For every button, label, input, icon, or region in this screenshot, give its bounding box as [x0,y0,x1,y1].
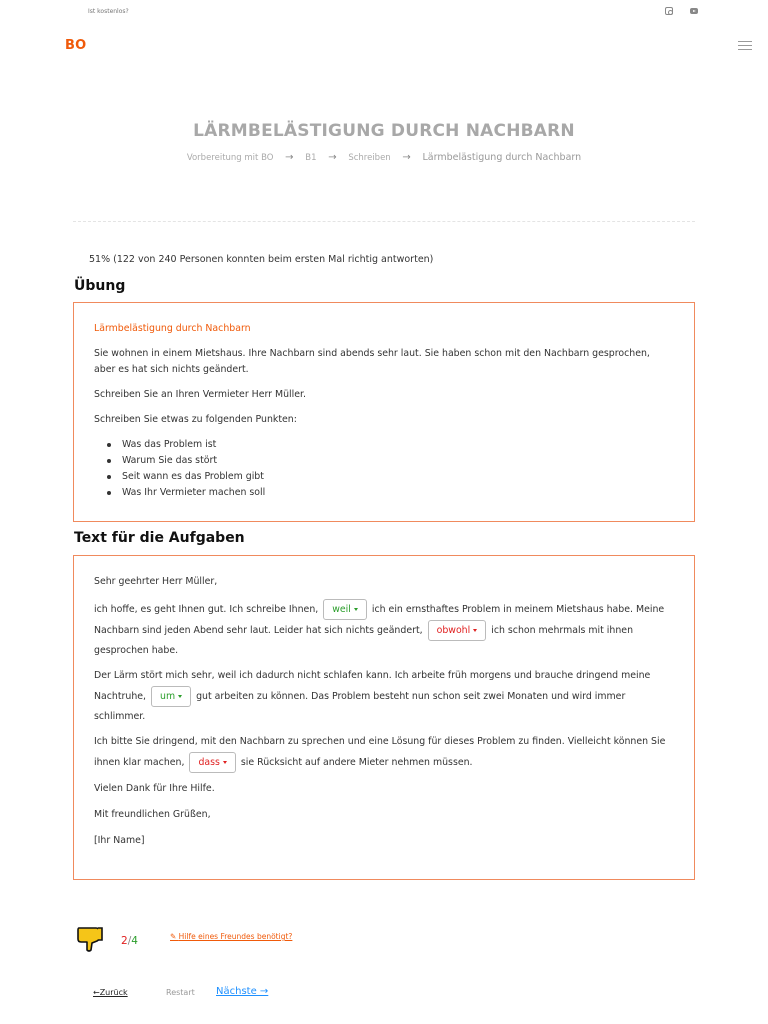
restart-button[interactable]: Restart [166,988,195,997]
help-link-label: Hilfe eines Freundes benötigt? [178,932,293,941]
page-title: LÄRMBELÄSTIGUNG DURCH NACHBARN [193,121,575,141]
task-points-list [94,437,674,501]
task-title: Lärmbelästigung durch Nachbarn [94,323,251,334]
breadcrumb-item-b1[interactable]: B1 [305,153,317,163]
is-free-link[interactable]: Ist kostenlos? [88,8,129,15]
letter-paragraph-1 [94,599,674,661]
gap-value: um [160,691,176,702]
caret-down-icon [473,629,477,632]
letter-text: sie Rücksicht auf andere Mieter nehmen müssen. [240,757,473,768]
breadcrumb [0,152,768,163]
text-heading: Text für die Aufgaben [74,530,245,546]
letter-text: Ich bitte Sie dringend, mit den Nachbarn zu sprechen und eine Lösung für dieses Problem zu finden. Vielleicht können Sie ihnen klar machen, [94,736,666,768]
gap-value: obwohl [436,625,471,636]
caret-down-icon [178,695,182,698]
gap-value: dass [198,757,220,768]
letter-signature: [Ihr Name] [94,835,145,846]
letter-closing: Mit freundlichen Grüßen, [94,809,211,820]
logo[interactable]: BO [65,38,87,53]
score-wrong: 2 [121,935,128,947]
top-bar [0,0,768,24]
answer-stats: 51% (122 von 240 Personen konnten beim ersten Mal richtig antworten) [89,254,434,265]
caret-down-icon [354,608,358,611]
next-button[interactable]: Nächste → [216,986,269,997]
gap-select-2[interactable] [428,620,487,641]
letter-text: ich schon mehrmals mit ihnen gesprochen habe. [94,625,634,656]
arrow-right-icon: → [328,152,337,163]
letter-text: gut arbeiten zu können. Das Problem besteht nun schon seit zwei Monaten und wird immer schlimmer. [94,691,626,722]
task-description: Sie wohnen in einem Mietshaus. Ihre Nachbarn sind abends sehr laut. Sie haben schon mit den Nachbarn gesprochen, aber es hat sich nichts geändert. [94,348,650,375]
gap-select-1[interactable] [323,599,367,620]
letter-thanks: Vielen Dank für Ihre Hilfe. [94,783,215,794]
score-separator: / [127,935,132,947]
score [121,935,138,947]
breadcrumb-item-schreiben[interactable]: Schreiben [348,153,391,163]
help-friend-link[interactable] [170,932,292,941]
breadcrumb-item-vorbereitung[interactable]: Vorbereitung mit BO [186,153,274,163]
task-instruction: Schreiben Sie etwas zu folgenden Punkten: [94,414,297,425]
exercise-heading: Übung [74,278,126,294]
list-item: Was Ihr Vermieter machen soll [94,485,674,501]
exercise-box [73,302,695,522]
letter-text: ich hoffe, es geht Ihnen gut. Ich schreibe Ihnen, [94,604,319,615]
list-item: Warum Sie das stört [94,453,674,469]
divider [73,221,695,222]
gap-select-3[interactable] [151,686,191,707]
list-item: Seit wann es das Problem gibt [94,469,674,485]
letter-box [73,555,695,880]
letter-text: Der Lärm stört mich sehr, weil ich dadurch nicht schlafen kann. Ich arbeite früh morgens und brauche dringend meine Nachtruhe, [94,670,651,702]
thumbs-down-icon [76,925,104,953]
arrow-right-icon: → [402,152,411,163]
back-button[interactable]: ←Zurück [93,988,128,997]
caret-down-icon [223,761,227,764]
task-recipient: Schreiben Sie an Ihren Vermieter Herr Müller. [94,389,306,400]
letter-salutation: Sehr geehrter Herr Müller, [94,576,218,587]
list-item: Was das Problem ist [94,437,674,453]
letter-paragraph-2 [94,666,674,727]
arrow-right-icon: → [285,152,294,163]
youtube-icon[interactable] [690,7,698,15]
gap-value: weil [332,604,351,615]
edit-icon: ✎ [170,932,179,941]
breadcrumb-item-current: Lärmbelästigung durch Nachbarn [422,152,582,163]
instagram-icon[interactable] [665,7,673,15]
hamburger-menu-icon[interactable] [738,41,752,51]
gap-select-4[interactable] [189,752,235,773]
letter-text: ich ein ernsthaftes Problem in meinem Mietshaus habe. Meine Nachbarn sind jeden Abend sehr laut. Leider hat sich nichts geändert, [94,604,665,636]
score-total: 4 [131,935,138,947]
letter-paragraph-3 [94,732,674,773]
